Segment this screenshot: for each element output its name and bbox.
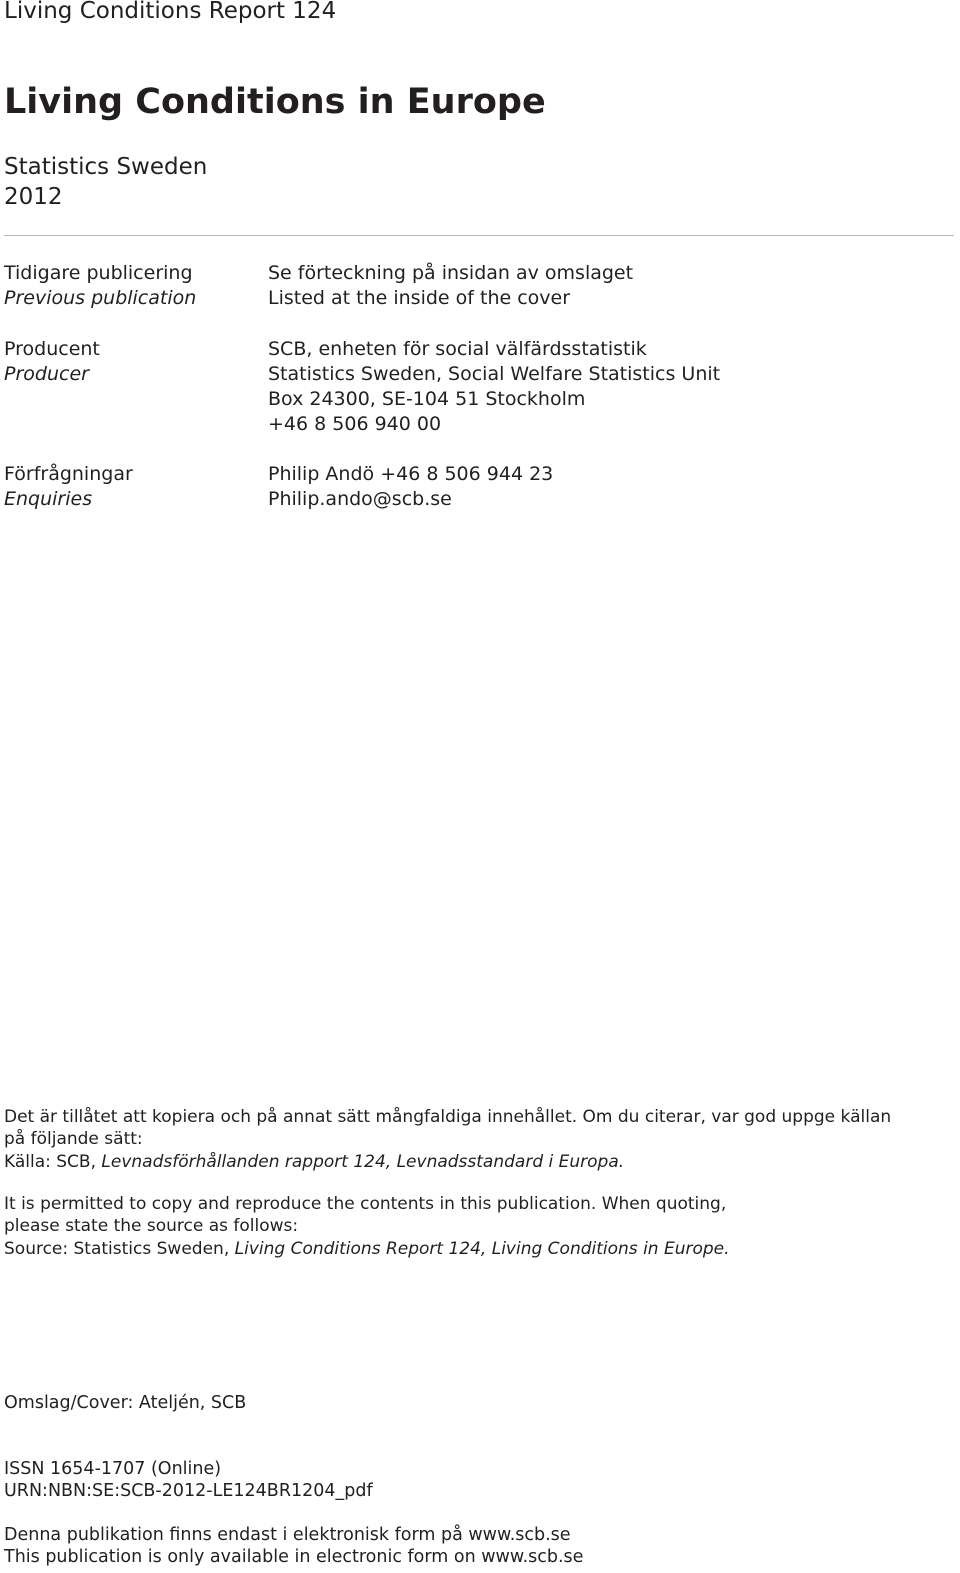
cover-credit: Omslag/Cover: Ateljén, SCB: [4, 1393, 247, 1413]
copyright-sv-line: på följande sätt:: [4, 1129, 143, 1149]
enquiries-label-sv: Förfrågningar: [4, 463, 133, 485]
producer-line: Statistics Sweden, Social Welfare Statistics Unit: [268, 363, 721, 385]
previous-publication-label-en: Previous publication: [4, 287, 197, 309]
copyright-en-line: It is permitted to copy and reproduce the contents in this publication. When quoting,: [4, 1194, 727, 1214]
identifiers-block: [4, 1458, 373, 1502]
publication-year: 2012: [4, 184, 63, 210]
availability-sv: Denna publikation finns endast i elektronisk form på www.scb.se: [4, 1525, 571, 1545]
issn: ISSN 1654-1707 (Online): [4, 1459, 222, 1479]
copyright-sv-line: Det är tillåtet att kopiera och på annat sätt mångfaldiga innehållet. Om du citerar, var god uppge källan: [4, 1107, 892, 1127]
source-title: Levnadsförhållanden rapport 124, Levnadsstandard i Europa.: [101, 1152, 625, 1172]
availability-en: This publication is only available in electronic form on www.scb.se: [4, 1547, 584, 1567]
header-divider: [4, 235, 954, 236]
previous-publication-value: [268, 261, 633, 311]
copyright-en-line: please state the source as follows:: [4, 1216, 299, 1236]
report-series: Living Conditions Report 124: [4, 0, 337, 24]
copyright-en-source: [4, 1238, 730, 1260]
producer-line: SCB, enheten för social välfärdsstatistik: [268, 338, 647, 360]
copyright-sv-source: [4, 1151, 891, 1173]
organisation-block: [4, 152, 207, 212]
previous-publication-line: Se förteckning på insidan av omslaget: [268, 262, 634, 284]
organisation-name: Statistics Sweden: [4, 154, 208, 180]
urn: URN:NBN:SE:SCB-2012-LE124BR1204_pdf: [4, 1481, 373, 1501]
enquiries-value: [268, 462, 553, 512]
producer-label: [4, 337, 100, 387]
source-prefix: Source: Statistics Sweden,: [4, 1239, 235, 1259]
copyright-notice-sv: [4, 1106, 891, 1173]
enquiries-label: [4, 462, 133, 512]
source-title: Living Conditions Report 124, Living Conditions in Europe.: [234, 1239, 730, 1259]
previous-publication-label: [4, 261, 196, 311]
producer-label-en: Producer: [4, 363, 89, 385]
copyright-notice-en: [4, 1193, 730, 1260]
enquiries-email-link[interactable]: Philip.ando@scb.se: [268, 488, 452, 510]
page-title: Living Conditions in Europe: [4, 82, 546, 122]
availability-block: [4, 1524, 583, 1568]
producer-address: Box 24300, SE-104 51 Stockholm: [268, 388, 586, 410]
producer-value: [268, 337, 720, 437]
enquiries-label-en: Enquiries: [4, 488, 93, 510]
producer-phone: +46 8 506 940 00: [268, 413, 442, 435]
previous-publication-label-sv: Tidigare publicering: [4, 262, 193, 284]
source-prefix: Källa: SCB,: [4, 1152, 102, 1172]
previous-publication-line: Listed at the inside of the cover: [268, 287, 571, 309]
enquiries-contact: Philip Andö +46 8 506 944 23: [268, 463, 554, 485]
producer-label-sv: Producent: [4, 338, 100, 360]
